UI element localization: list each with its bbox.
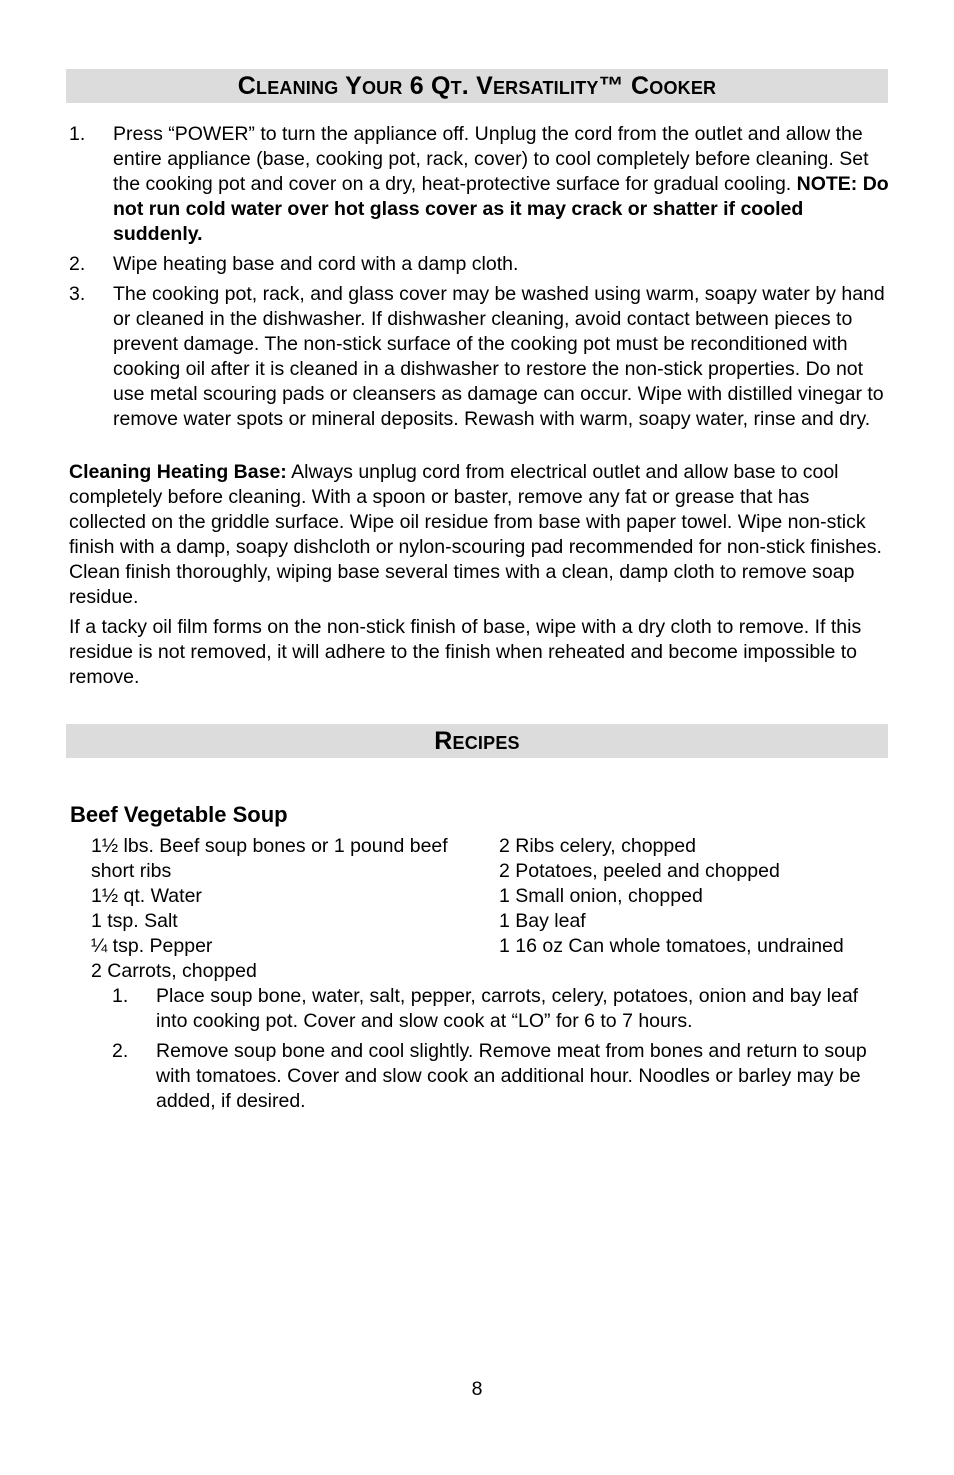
ingredients-right-column [499, 834, 899, 959]
ingredient-item: 2 Ribs celery, chopped [499, 835, 696, 857]
step-text: Place soup bone, water, salt, pepper, carrots, celery, potatoes, onion and bay leaf into cooking pot. Cover and slow cook at “LO” for 6 to 7 hours. [156, 985, 859, 1032]
ingredient-item: 1 Bay leaf [499, 910, 586, 932]
step-number: 1. [112, 985, 129, 1007]
ingredient-item: 1 tsp. Salt [91, 910, 178, 932]
step-note: NOTE: Do not run cold water over hot glass cover as it may crack or shatter if cooled suddenly. [113, 173, 889, 245]
step-number: 3. [69, 283, 86, 305]
cleaning-step [69, 282, 889, 432]
heating-base-paragraph [69, 460, 891, 610]
ingredients-left-column [91, 834, 493, 984]
ingredient-item: 2 Potatoes, peeled and chopped [499, 860, 780, 882]
cleaning-section-title: Cleaning Your 6 Qt. Versatility™ Cooker [237, 72, 717, 100]
oil-film-text: If a tacky oil film forms on the non-stick finish of base, wipe with a dry cloth to remove. If this residue is not removed, it will adhere to the finish when reheated and become impossible to remove. [69, 616, 862, 688]
recipes-section-header [66, 724, 888, 758]
ingredient-item: 1 Small onion, chopped [499, 885, 703, 907]
recipes-section-title: Recipes [434, 727, 520, 755]
step-text: Wipe heating base and cord with a damp cloth. [113, 253, 519, 275]
ingredient-item: 1½ lbs. Beef soup bones or 1 pound beef short ribs [91, 835, 448, 882]
step-number: 2. [112, 1040, 129, 1062]
ingredient-item: 1 16 oz Can whole tomatoes, undrained [499, 935, 844, 957]
cleaning-steps-list [69, 122, 889, 437]
cleaning-step [69, 122, 889, 247]
recipe-steps-list [112, 984, 892, 1119]
cleaning-step [69, 252, 889, 277]
recipe-title: Beef Vegetable Soup [70, 802, 288, 827]
step-number: 1. [69, 123, 86, 145]
recipe-step [112, 1039, 892, 1114]
cleaning-section-header [66, 69, 888, 103]
heating-base-label: Cleaning Heating Base: [69, 461, 287, 483]
recipe-step [112, 984, 892, 1034]
ingredient-item: 2 Carrots, chopped [91, 960, 257, 982]
oil-film-paragraph [69, 615, 891, 690]
ingredient-item: 1½ qt. Water [91, 885, 202, 907]
ingredient-item: ¼ tsp. Pepper [91, 935, 213, 957]
step-text: Remove soup bone and cool slightly. Remove meat from bones and return to soup with tomatoes. Cover and slow cook an additional hour. Noodles or barley may be added, if desired. [156, 1040, 867, 1112]
step-text: The cooking pot, rack, and glass cover may be washed using warm, soapy water by hand or cleaned in the dishwasher. If dishwasher cleaning, avoid contact between pieces to prevent damage. The non-stick surface of the cooking pot must be reconditioned with cooking oil after it is cleaned in a dishwasher to restore the non-stick properties. Do not use metal scouring pads or cleansers as damage can occur. Wipe with distilled vinegar to remove water spots or mineral deposits. Rewash with warm, soapy water, rinse and dry. [113, 283, 885, 430]
page-number: 8 [471, 1378, 483, 1400]
step-text: Press “POWER” to turn the appliance off. Unplug the cord from the outlet and allow the entire appliance (base, cooking pot, rack, cover) to cool completely before cleaning. Set the cooking pot and cover on a dry, heat-protective surface for gradual cooling. [113, 123, 869, 195]
heating-base-text: Always unplug cord from electrical outlet and allow base to cool completely before cleaning. With a spoon or baster, remove any fat or grease that has collected on the griddle surface. Wipe oil residue from base with paper towel. Wipe non-stick finish with a damp, soapy dishcloth or nylon-scouring pad recommended for non-stick finishes. Clean finish thoroughly, wiping base several times with a clean, damp cloth to remove soap residue. [69, 461, 882, 608]
step-number: 2. [69, 253, 86, 275]
